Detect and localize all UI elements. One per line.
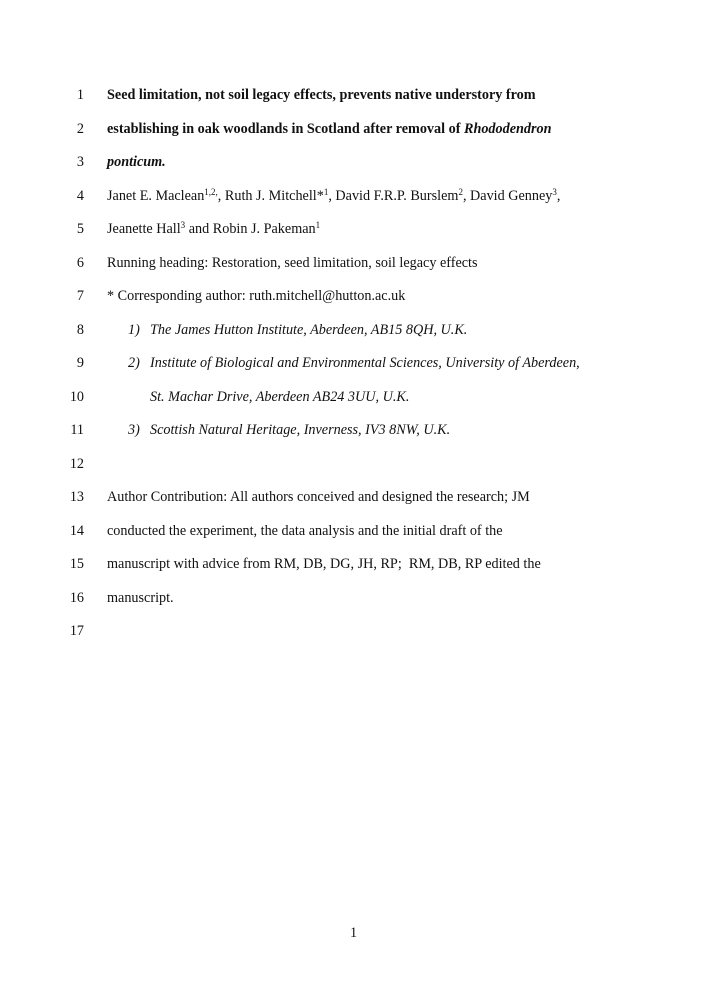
line-number: 4 [76,187,84,204]
title-line-2 [107,119,552,139]
contribution-line: conducted the experiment, the data analysis and the initial draft of the [107,522,503,539]
line-number: 6 [76,254,84,271]
title-line-1: Seed limitation, not soil legacy effects, prevents native understory from [107,87,536,103]
corresponding-author: * Corresponding author: ruth.mitchell@hutton.ac.uk [107,288,406,304]
line-number: 2 [76,120,84,137]
affiliation-3 [128,420,450,440]
author-affiliation: 1,2, [204,186,218,197]
separator: , [462,187,471,204]
affiliation-text: The James Hutton Institute, Aberdeen, AB15 8QH, U.K. [150,321,468,338]
author-affiliation: 1 [323,186,329,197]
author-name: Robin J. Pakeman [212,221,316,237]
affiliation-label: 2) [128,355,140,371]
title-text: establishing in oak woodlands in Scotland after removal of [107,120,464,137]
line-number: 17 [69,623,84,639]
author-name: Jeanette Hall [107,221,181,237]
affiliation-label: 3) [128,422,140,438]
line-number: 12 [69,455,84,472]
running-heading: Running heading: Restoration, seed limitation, soil legacy effects [107,254,478,271]
line-number: 3 [76,154,84,170]
affiliation-text: Institute of Biological and Environmental Sciences, University of Aberdeen, [150,355,580,371]
line-number: 7 [76,288,84,304]
author-affiliation: 2 [458,186,463,197]
line-17 [0,621,707,641]
line-6 [0,253,707,273]
line-number: 16 [69,589,84,606]
line-number: 15 [69,556,84,572]
author-affiliation: 1 [315,220,321,230]
affiliation-label: 1) [128,321,140,338]
contribution-line: Author Contribution: All authors conceived and designed the research; JM [107,489,530,505]
line-number: 11 [70,422,84,438]
title-line-3 [107,152,166,172]
line-10 [0,387,707,407]
line-4 [0,186,707,206]
line-14 [0,521,707,541]
line-12 [0,454,707,474]
separator: , [328,187,336,204]
contribution-line: manuscript with advice from RM, DB, DG, JH, RP; RM, DB, RP edited the [107,556,541,572]
separator: and [185,221,213,237]
title-species: ponticum. [107,154,166,170]
line-5 [0,219,707,239]
line-number: 8 [76,321,84,338]
line-9 [0,353,707,373]
line-11 [0,420,707,440]
line-number: 13 [69,489,84,505]
separator: , [217,187,225,204]
line-8 [0,320,707,340]
line-number: 10 [69,388,84,405]
author-name: David Genney [470,187,553,204]
contribution-line: manuscript. [107,589,174,606]
author-affiliation: 3 [552,186,557,197]
title-genus: Rhododendron [463,120,552,137]
affiliation-2-continued: St. Machar Drive, Aberdeen AB24 3UU, U.K. [150,388,410,405]
line-15 [0,554,707,574]
author-affiliation: 3 [180,220,186,230]
separator: , [556,187,561,204]
line-16 [0,588,707,608]
line-13 [0,487,707,507]
line-3 [0,152,707,172]
authors-line-1 [107,186,560,206]
page-number: 1 [349,925,358,941]
affiliation-1 [128,320,467,340]
affiliation-2 [128,353,580,373]
author-name: Ruth J. Mitchell* [224,187,324,204]
line-number: 1 [76,87,84,103]
author-name: Janet E. Maclean [107,187,205,204]
author-name: David F.R.P. Burslem [335,187,459,204]
line-7 [0,286,707,306]
line-2 [0,119,707,139]
line-number: 5 [76,221,84,237]
affiliation-text: Scottish Natural Heritage, Inverness, IV3 8NW, U.K. [150,422,451,438]
line-1 [0,85,707,105]
authors-line-2 [107,219,320,239]
line-number: 14 [69,522,84,539]
line-number: 9 [76,355,84,371]
